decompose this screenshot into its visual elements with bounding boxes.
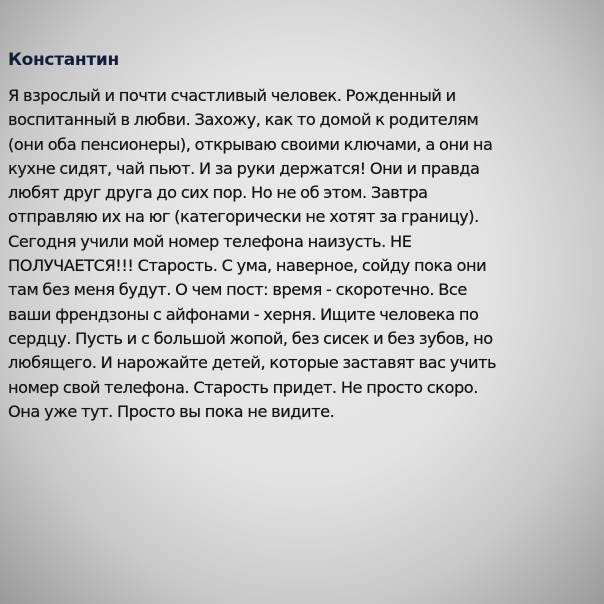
post-line: ПОЛУЧАЕТСЯ!!! Старость. С ума, наверное, сойду пока они	[8, 256, 487, 276]
post-line: Сегодня учили мой номер телефона наизусть. НЕ	[8, 231, 412, 251]
post-line: воспитанный в любви. Захожу, как то домой к родителям	[8, 110, 479, 130]
post-line: любят друг друга до сих пор. Но не об этом. Завтра	[8, 183, 428, 203]
post-line: (они оба пенсионеры), открываю своими ключами, а они на	[8, 134, 493, 154]
post-line: сердцу. Пусть и с большой жопой, без сисек и без зубов, но	[8, 328, 493, 348]
post-line: Я взрослый и почти счастливый человек. Рожденный и	[8, 86, 456, 105]
post-line: кухне сидят, чай пьют. И за руки держатся! Они и правда	[8, 158, 480, 178]
author-name[interactable]: Константин	[8, 50, 119, 70]
post-line: там без меня будут. О чем пост: время - скоротечно. Все	[8, 280, 467, 300]
post-line: отправляю их на юг (категорически не хотят за границу).	[8, 207, 479, 227]
post-line: Она уже тут. Просто вы пока не видите.	[8, 401, 335, 421]
post-card	[8, 50, 596, 424]
post-body	[8, 84, 596, 424]
post-line: номер свой телефона. Старость придет. Не просто скоро.	[8, 377, 478, 397]
post-line: любящего. И нарожайте детей, которые заставят вас учить	[8, 353, 497, 373]
post-line: ваши френдзоны с айфонами - херня. Ищите человека по	[8, 304, 479, 324]
